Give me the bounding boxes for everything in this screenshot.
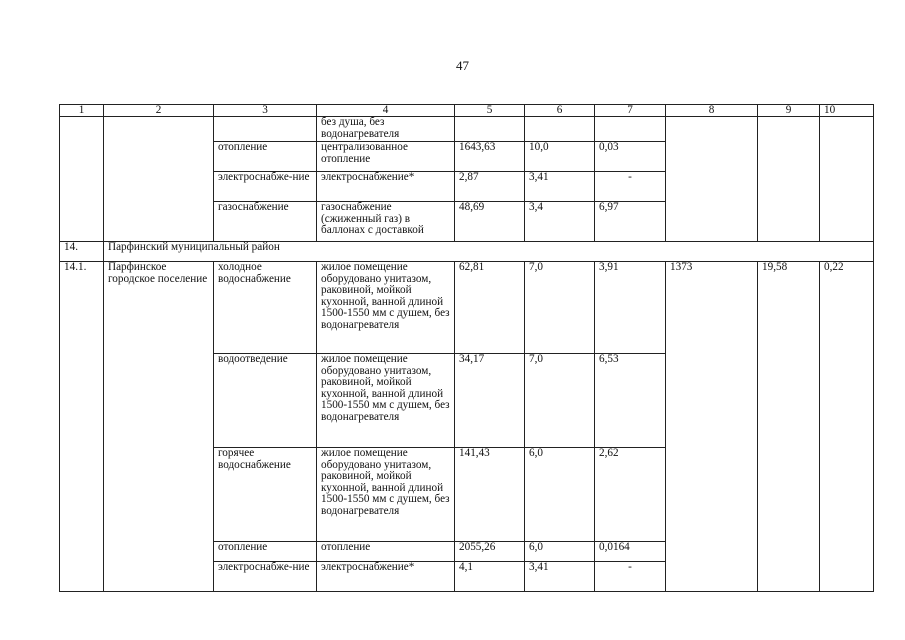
service-cell: холодное водоснабжение	[214, 262, 317, 354]
settlement-cell	[104, 117, 214, 242]
condition-cell: без душа, без водонагревателя	[317, 117, 455, 142]
header-cell: 2	[104, 105, 214, 117]
value-cell: 48,69	[455, 202, 525, 242]
condition-cell: жилое помещение оборудовано унитазом, раковиной, мойкой кухонной, ванной длиной 1500-1550 мм с душем, без водонагревателя	[317, 354, 455, 448]
header-cell: 10	[820, 105, 874, 117]
number-cell: 14.1.	[60, 262, 104, 592]
value-cell	[758, 117, 820, 242]
header-cell: 7	[595, 105, 666, 117]
header-cell: 3	[214, 105, 317, 117]
value-cell	[595, 117, 666, 142]
value-cell: 19,58	[758, 262, 820, 592]
header-cell: 1	[60, 105, 104, 117]
section-number: 14.	[60, 242, 104, 262]
section-title: Парфинский муниципальный район	[104, 242, 874, 262]
value-cell: -	[595, 562, 666, 592]
number-cell	[60, 117, 104, 242]
tariff-table	[59, 104, 874, 592]
value-cell: 3,4	[525, 202, 595, 242]
value-cell: -	[595, 172, 666, 202]
value-cell: 6,53	[595, 354, 666, 448]
value-cell: 1643,63	[455, 142, 525, 172]
service-cell: водоотведение	[214, 354, 317, 448]
service-cell: электроснабже-ние	[214, 562, 317, 592]
condition-cell: централизованное отопление	[317, 142, 455, 172]
value-cell: 34,17	[455, 354, 525, 448]
condition-cell: отопление	[317, 542, 455, 562]
value-cell: 6,97	[595, 202, 666, 242]
value-cell: 3,91	[595, 262, 666, 354]
value-cell: 3,41	[525, 562, 595, 592]
value-cell: 7,0	[525, 354, 595, 448]
column-number-row	[60, 105, 874, 117]
condition-cell: жилое помещение оборудовано унитазом, раковиной, мойкой кухонной, ванной длиной 1500-1550 мм с душем, без водонагревателя	[317, 262, 455, 354]
value-cell	[666, 117, 758, 242]
condition-cell: электроснабжение*	[317, 172, 455, 202]
section-row	[60, 242, 874, 262]
value-cell: 2,62	[595, 448, 666, 542]
table-row	[60, 117, 874, 142]
value-cell	[455, 117, 525, 142]
service-cell: горячее водоснабжение	[214, 448, 317, 542]
condition-cell: электроснабжение*	[317, 562, 455, 592]
header-cell: 9	[758, 105, 820, 117]
header-cell: 5	[455, 105, 525, 117]
value-cell: 6,0	[525, 542, 595, 562]
value-cell: 10,0	[525, 142, 595, 172]
service-cell: отопление	[214, 142, 317, 172]
header-cell: 4	[317, 105, 455, 117]
value-cell: 0,22	[820, 262, 874, 592]
service-cell: электроснабже-ние	[214, 172, 317, 202]
value-cell: 0,0164	[595, 542, 666, 562]
value-cell: 7,0	[525, 262, 595, 354]
value-cell: 3,41	[525, 172, 595, 202]
value-cell: 141,43	[455, 448, 525, 542]
service-cell: газоснабжение	[214, 202, 317, 242]
value-cell: 6,0	[525, 448, 595, 542]
value-cell: 4,1	[455, 562, 525, 592]
service-cell: отопление	[214, 542, 317, 562]
service-cell	[214, 117, 317, 142]
condition-cell: газоснабжение (сжиженный газ) в баллонах с доставкой	[317, 202, 455, 242]
value-cell: 1373	[666, 262, 758, 592]
value-cell	[525, 117, 595, 142]
header-cell: 8	[666, 105, 758, 117]
table-row	[60, 262, 874, 354]
page-number: 47	[456, 58, 469, 73]
value-cell: 62,81	[455, 262, 525, 354]
header-cell: 6	[525, 105, 595, 117]
value-cell	[820, 117, 874, 242]
condition-cell: жилое помещение оборудовано унитазом, раковиной, мойкой кухонной, ванной длиной 1500-1550 мм с душем, без водонагревателя	[317, 448, 455, 542]
value-cell: 2,87	[455, 172, 525, 202]
settlement-cell: Парфинское городское поселение	[104, 262, 214, 592]
value-cell: 0,03	[595, 142, 666, 172]
value-cell: 2055,26	[455, 542, 525, 562]
